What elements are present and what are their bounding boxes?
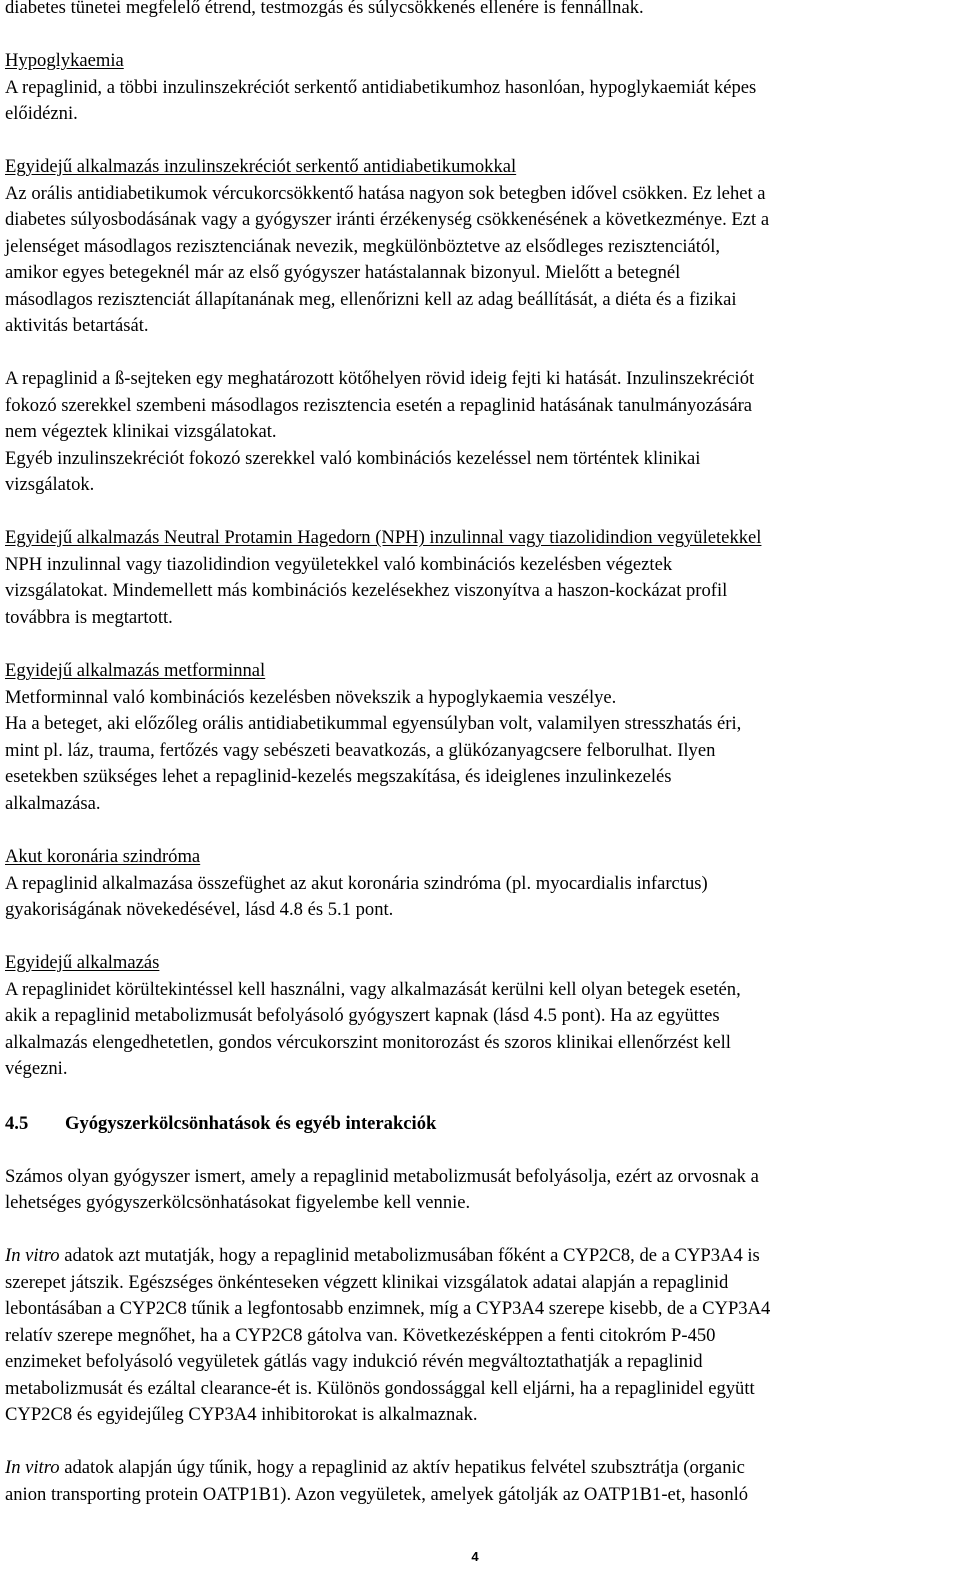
text-span: másodlagos rezisztenciát állapítanának meg, ellenőrizni kell az adag beállítását, a diéta és a fizikai bbox=[5, 289, 737, 310]
text-span: Egyidejű alkalmazás bbox=[5, 952, 160, 973]
text-line bbox=[5, 1030, 731, 1056]
text-line bbox=[5, 260, 680, 286]
text-line bbox=[5, 897, 393, 923]
text-span: vizsgálatokat. Mindemellett más kombinációs kezelésekhez viszonyítva a haszon-kockázat profil bbox=[5, 580, 728, 601]
text-line bbox=[5, 1270, 728, 1296]
subheading bbox=[5, 658, 265, 684]
text-line bbox=[5, 605, 173, 631]
subheading bbox=[5, 844, 200, 870]
text-span: gyakoriságának növekedésével, lásd 4.8 és 5.1 pont. bbox=[5, 899, 394, 920]
text-span: enzimeket befolyásoló vegyületek gátlás vagy indukció révén megváltoztathatják a repaglinid bbox=[5, 1351, 703, 1372]
text-span: Akut koronária szindróma bbox=[5, 846, 201, 867]
text-span: nem végeztek klinikai vizsgálatokat. bbox=[5, 421, 277, 442]
text-span: alkalmazása. bbox=[5, 793, 101, 814]
section-number: 4.5 bbox=[5, 1113, 29, 1134]
text-line bbox=[5, 791, 101, 817]
text-span: Hypoglykaemia bbox=[5, 50, 124, 71]
text-span: amikor egyes betegeknél már az első gyógyszer hatástalannak bizonyul. Mielőtt a betegnél bbox=[5, 262, 681, 283]
text-line bbox=[5, 313, 149, 339]
text-line bbox=[5, 871, 708, 897]
text-span: Egyidejű alkalmazás Neutral Protamin Hagedorn (NPH) inzulinnal vagy tiazolidindion vegyületekkel bbox=[5, 527, 762, 548]
text-span: adatok alapján úgy tűnik, hogy a repaglinid az aktív hepatikus felvétel szubsztrátja (organic bbox=[59, 1457, 745, 1478]
text-span: anion transporting protein OATP1B1). Azon vegyületek, amelyek gátolják az OATP1B1-et, hasonló bbox=[5, 1484, 749, 1505]
text-line bbox=[5, 446, 700, 472]
text-line bbox=[5, 366, 754, 392]
text-line bbox=[5, 1056, 67, 1082]
text-line bbox=[5, 419, 277, 445]
text-span: szerepet játszik. Egészséges önkénteseken végzett klinikai vizsgálatok adatai alapján a repaglinid bbox=[5, 1272, 729, 1293]
text-line bbox=[5, 75, 756, 101]
text-span: A repaglinid a ß-sejteken egy meghatározott kötőhelyen rövid ideig fejti ki hatását. Inzulinszekréciót bbox=[5, 368, 755, 389]
text-span: Az orális antidiabetikumok vércukorcsökkentő hatása nagyon sok betegben idővel csökken. Ez lehet a bbox=[5, 183, 766, 204]
text-span: diabetes tünetei megfelelő étrend, testmozgás és súlycsökkenés ellenére is fennállnak. bbox=[5, 0, 644, 18]
text-line bbox=[5, 552, 672, 578]
subheading bbox=[5, 525, 761, 551]
text-span: akik a repaglinid metabolizmusát befolyásoló gyógyszert kapnak (lásd 4.5 pont). Ha az együttes bbox=[5, 1005, 720, 1026]
text-line bbox=[5, 685, 616, 711]
text-line bbox=[5, 1376, 755, 1402]
text-line bbox=[5, 1402, 478, 1428]
text-span: továbbra is megtartott. bbox=[5, 607, 173, 628]
text-line bbox=[5, 711, 741, 737]
text-line bbox=[5, 234, 720, 260]
text-line bbox=[5, 738, 715, 764]
italic-text: In vitro bbox=[5, 1457, 60, 1478]
text-line bbox=[5, 1455, 745, 1481]
text-span: fokozó szerekkel szembeni másodlagos rezisztencia esetén a repaglinid hatásának tanulmányozására bbox=[5, 395, 753, 416]
text-line bbox=[5, 0, 644, 21]
text-span: relatív szerepe megnőhet, ha a CYP2C8 gátolva van. Következésképpen a fenti citokróm P-450 bbox=[5, 1325, 716, 1346]
text-span: Egyidejű alkalmazás inzulinszekréciót serkentő antidiabetikumokkal bbox=[5, 156, 517, 177]
text-span: jelenséget másodlagos rezisztenciának nevezik, megkülönböztetve az elsődleges rezisztenciától, bbox=[5, 236, 721, 257]
text-span: A repaglinidet körültekintéssel kell használni, vagy alkalmazását kerülni kell olyan betegek esetén, bbox=[5, 979, 741, 1000]
text-span: Egyéb inzulinszekréciót fokozó szerekkel való kombinációs kezeléssel nem történtek klinikai bbox=[5, 448, 701, 469]
text-line bbox=[5, 1349, 703, 1375]
text-span: esetekben szükséges lehet a repaglinid-kezelés megszakítása, és ideiglenes inzulinkezelés bbox=[5, 766, 672, 787]
italic-text: In vitro bbox=[5, 1245, 60, 1266]
text-span: mint pl. láz, trauma, fertőzés vagy sebészeti beavatkozás, a glükózanyagcsere felborulhat. Ilyen bbox=[5, 740, 716, 761]
text-span: vizsgálatok. bbox=[5, 474, 95, 495]
text-line bbox=[5, 764, 672, 790]
text-span: Ha a beteget, aki előzőleg orális antidiabetikummal egyensúlyban volt, valamilyen stresszhatás éri, bbox=[5, 713, 742, 734]
text-line bbox=[5, 287, 737, 313]
text-line bbox=[5, 472, 94, 498]
text-line bbox=[5, 1164, 759, 1190]
text-span: Egyidejű alkalmazás metforminnal bbox=[5, 660, 266, 681]
text-line bbox=[5, 207, 769, 233]
text-line bbox=[5, 1296, 770, 1322]
text-line bbox=[5, 1482, 748, 1508]
text-span: CYP2C8 és egyidejűleg CYP3A4 inhibitorokat is alkalmaznak. bbox=[5, 1404, 478, 1425]
text-line bbox=[5, 1323, 715, 1349]
text-span: diabetes súlyosbodásának vagy a gyógyszer iránti érzékenység csökkenésének a következménye. Ezt a bbox=[5, 209, 770, 230]
text-line bbox=[5, 393, 752, 419]
text-line bbox=[5, 977, 741, 1003]
text-span: A repaglinid alkalmazása összefüghet az akut koronária szindróma (pl. myocardialis infarctus) bbox=[5, 873, 708, 894]
text-span: lebontásában a CYP2C8 tűnik a legfontosabb enzimnek, míg a CYP3A4 szerepe kisebb, de a CYP3A4 bbox=[5, 1298, 771, 1319]
text-span: metabolizmusát és ezáltal clearance-ét is. Különös gondossággal kell eljárni, ha a repaglinidel együtt bbox=[5, 1378, 755, 1399]
text-span: NPH inzulinnal vagy tiazolidindion vegyületekkel való kombinációs kezelésben végeztek bbox=[5, 554, 673, 575]
subheading bbox=[5, 48, 124, 74]
text-line bbox=[5, 1190, 470, 1216]
text-span: előidézni. bbox=[5, 103, 78, 124]
subheading bbox=[5, 154, 516, 180]
text-span: A repaglinid, a többi inzulinszekréciót serkentő antidiabetikumhoz hasonlóan, hypoglykaemiát képes bbox=[5, 77, 757, 98]
text-span: végezni. bbox=[5, 1058, 68, 1079]
text-span: alkalmazás elengedhetetlen, gondos vércukorszint monitorozást és szoros klinikai ellenőrzést kell bbox=[5, 1032, 731, 1053]
text-line bbox=[5, 181, 766, 207]
text-line bbox=[5, 578, 727, 604]
text-span: Számos olyan gyógyszer ismert, amely a repaglinid metabolizmusát befolyásolja, ezért az orvosnak a bbox=[5, 1166, 759, 1187]
text-span: lehetséges gyógyszerkölcsönhatásokat figyelembe kell vennie. bbox=[5, 1192, 471, 1213]
text-line bbox=[5, 1243, 760, 1269]
text-line bbox=[5, 1003, 720, 1029]
text-span: adatok azt mutatják, hogy a repaglinid metabolizmusában főként a CYP2C8, de a CYP3A4 is bbox=[59, 1245, 760, 1266]
section-title: Gyógyszerkölcsönhatások és egyéb interakciók bbox=[65, 1113, 437, 1134]
text-span: aktivitás betartását. bbox=[5, 315, 149, 336]
text-span: Metforminnal való kombinációs kezelésben növekszik a hypoglykaemia veszélye. bbox=[5, 687, 617, 708]
page-number: 4 bbox=[471, 1549, 479, 1564]
subheading bbox=[5, 950, 159, 976]
text-line bbox=[5, 101, 78, 127]
